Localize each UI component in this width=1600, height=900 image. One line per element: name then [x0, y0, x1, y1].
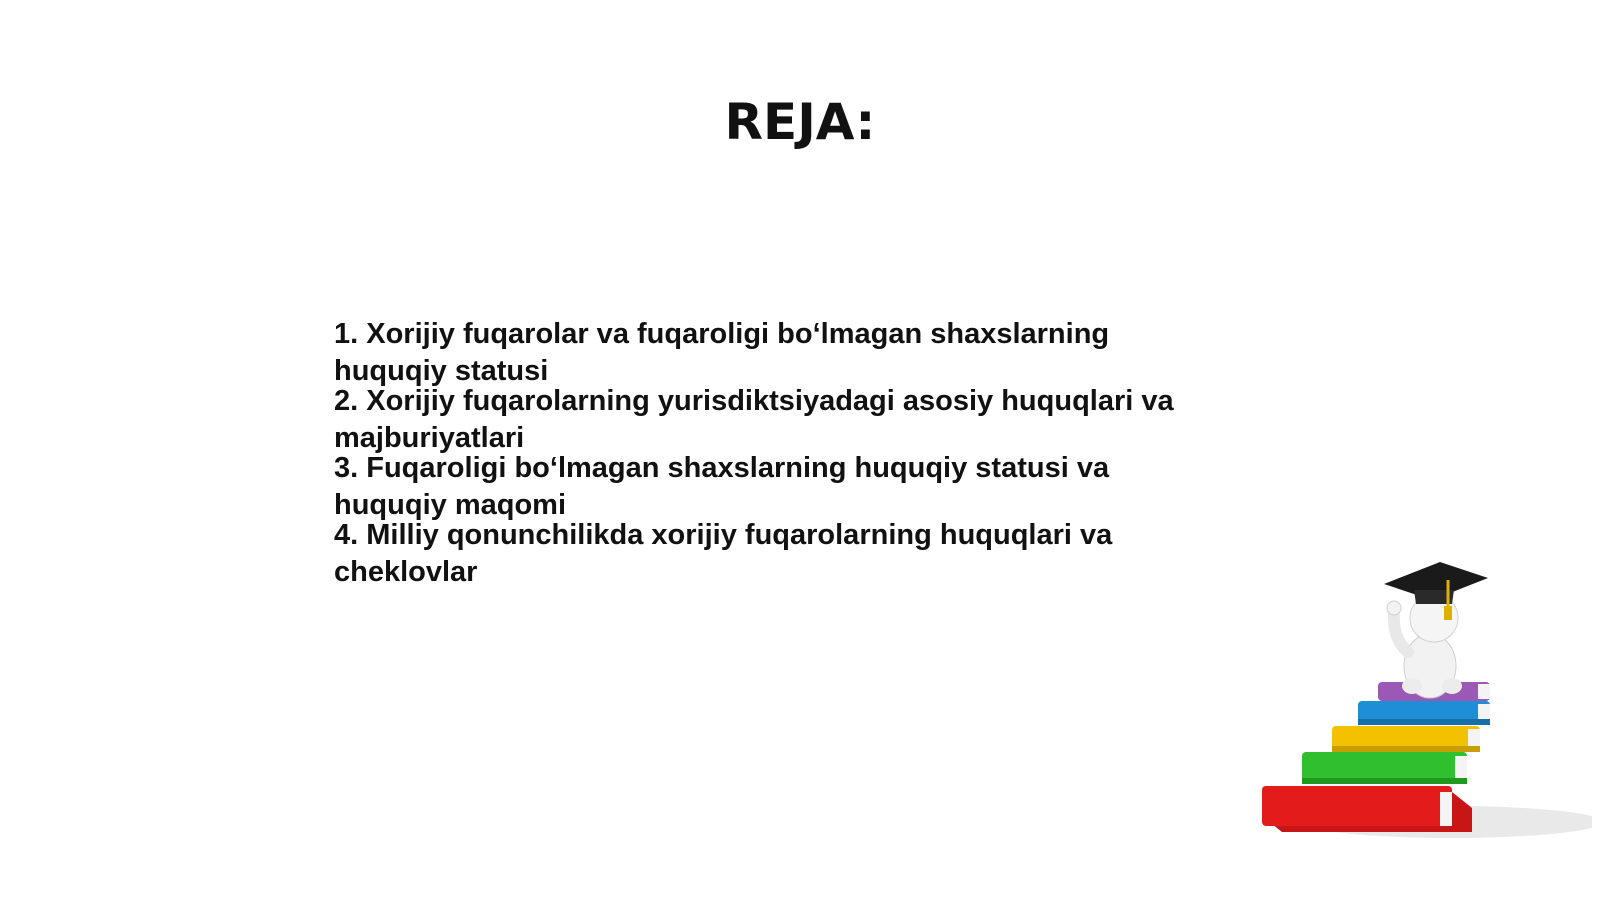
slide-title: REJA: [724, 93, 876, 151]
graduate-on-books-icon [1262, 560, 1592, 860]
plan-item-2: 2. Xorijiy fuqarolarning yurisdiktsiyadagi asosiy huquqlari va majburiyatlari [334, 385, 1174, 454]
plan-item-1: 1. Xorijiy fuqarolar va fuqaroligi bo‘lmagan shaxslarning huquqiy statusi [334, 318, 1110, 387]
plan-item-3: 3. Fuqaroligi bo‘lmagan shaxslarning huquqiy statusi va huquqiy maqomi [334, 452, 1110, 521]
book-red [1262, 786, 1472, 832]
book-green [1302, 752, 1467, 784]
graduate-figure [1384, 562, 1488, 698]
book-blue [1358, 701, 1490, 725]
plan-list [334, 316, 1214, 588]
book-yellow [1332, 726, 1480, 752]
plan-item-4: 4. Milliy qonunchilikda xorijiy fuqarolarning huquqlari va cheklovlar [334, 519, 1113, 588]
